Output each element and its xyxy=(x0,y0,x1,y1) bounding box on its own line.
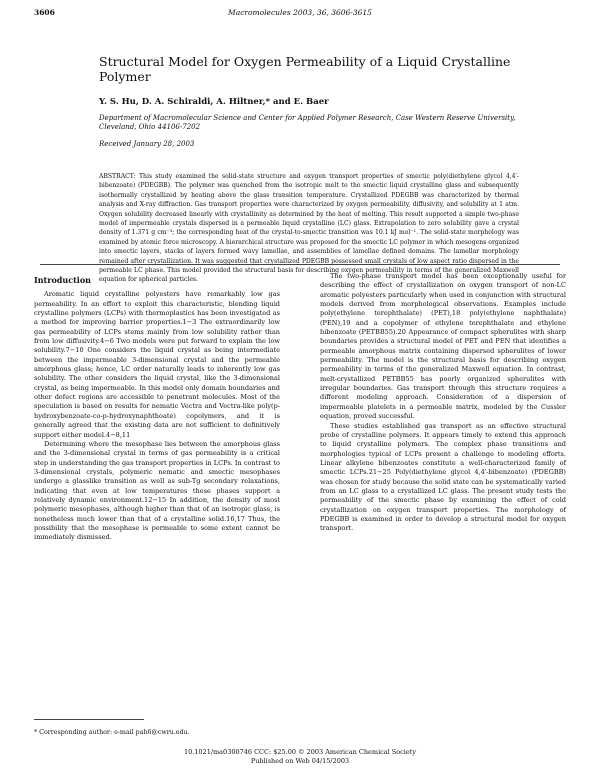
journal-reference: Macromolecules 2003, 36, 3606-3615 xyxy=(228,8,372,17)
paper-title: Structural Model for Oxygen Permeability of a Liquid Crystalline Polymer xyxy=(99,54,511,84)
section-divider xyxy=(40,264,560,265)
author-list: Y. S. Hu, D. A. Schiraldi, A. Hiltner,* and E. Baer xyxy=(99,97,329,107)
affiliation: Department of Macromolecular Science and Center for Applied Polymer Research, Case Western Reserve University, Cleveland, Ohio 44106-7202 xyxy=(99,114,516,131)
left-column xyxy=(34,272,280,543)
page-number: 3606 xyxy=(34,8,55,17)
page-footer xyxy=(0,748,600,765)
received-date: Received January 28, 2003 xyxy=(99,140,195,148)
section-heading-introduction: Introduction xyxy=(34,275,91,285)
paragraph: The two-phase transport model has been exceptionally useful for describing the effect of crystallization on oxygen transport of non-LC aromatic polyesters particularly when used in conjunction with structural models derived from morphological observations. Examples include poly(ethylene terephthalate) (PET),18 poly(ethylene naphthalate) (PEN),19 and a copolymer of ethylene terephthalate and ethylene bibenzoate (PETBB55).20 Appearance of compact spherulites with sharp boundaries provides a structural model of PET and PEN that identifies a permeable amorphous matrix containing dispersed spherulites of lower permeability. The model is the structural basis for describing oxygen permeability in terms of the generalized Maxwell equation. In contrast, melt-crystallized PETBB55 has poorly organized spherulites with irregular boundaries. Gas transport through this structure requires a different modeling approach. Consideration of a dispersion of impermeable platelets in a permeable matrix, modeled by the Cussler equation, proved successful. xyxy=(320,272,566,421)
publication-date: Published on Web 04/15/2003 xyxy=(250,756,350,765)
paragraph: Determining where the mesophase lies between the amorphous glass and the 3-dimensional crystal in terms of gas permeability is a critical step in understanding the gas transport properties in LCPs. In contrast to 3-dimensional crystals, polymeric nematic and smectic mesophases undergo a glasslike transition as well as sub-Tg secondary relaxations, indicating that even at low temperatures these phases support a relatively dynamic environment.12−15 In addition, the density of most polymeric mesophases, although higher than that of an isotropic glass, is nonetheless much lower than that of a crystalline solid.16,17 Thus, the possibility that the mesophase is permeable to some extent cannot be immediately dismissed. xyxy=(34,439,280,542)
paragraph: These studies established gas transport as an effective structural probe of crystalline polymers. It appears timely to extend this approach to liquid crystalline polymers. The complex phase transitions and morphologies typical of LCPs present a challenge to modeling efforts. Linear alkylene bibenzoates constitute a well-characterized family of smectic LCPs.21−25 Poly(diethylene glycol 4,4′-bibenzoate) (PDEGBB) was chosen for study because the solid state can be systematically varied from an LC glass to a crystallized LC glass. The present study tests the permeability of the smectic phase by examining the effect of cold crystallization on oxygen transport properties. The morphology of PDEGBB is examined in order to develop a structural model for oxygen transport. xyxy=(320,421,566,533)
footnote-divider xyxy=(34,719,144,720)
doi-line: 10.1021/ma0300746 CCC: $25.00 © 2003 American Chemical Society xyxy=(183,748,417,756)
abstract: ABSTRACT: This study examined the solid-state structure and oxygen transport properties of smectic poly(diethylene glycol 4,4′-bibenzoate) (PDEGBB). The polymer was quenched from the isotropic melt to the smectic liquid crystalline glass and subsequently isothermally crystallized by heating above the glass transition temperature. Crystallized PDEGBB was characterized by thermal analysis and X-ray diffraction. Gas transport properties were characterized by oxygen permeability, diffusivity, and solubility at 1 atm. Oxygen solubility decreased linearly with crystallinity as determined by the heat of melting. This result supported a simple two-phase model of impermeable crystals dispersed in a permeable liquid crystalline (LC) glass. Extrapolation to zero solubility gave a crystal density of 1.371 g cm⁻³; the corresponding heat of the crystal-to-smectic transition was 10.1 kJ mol⁻¹. The solid-state morphology was examined by atomic force microscopy. A hierarchical structure was proposed for the smectic LC polymer in which mesogens organized into smectic layers, stacks of layers formed wavy lamellae, and assemblies of lamellae defined domains. The lamellar morphology remained after crystallization. It was suggested that crystallized PDEGBB possessed small crystals of low aspect ratio dispersed in the permeable LC phase. This model provided the structural basis for describing oxygen permeability in terms of the generalized Maxwell equation for spherical particles. xyxy=(99,173,519,284)
corresponding-author-note: * Corresponding author: e-mail pah6@cwru.edu. xyxy=(34,729,190,736)
right-column xyxy=(320,272,566,534)
running-header xyxy=(34,8,566,20)
paragraph: Aromatic liquid crystalline polyesters have remarkably low gas permeability. In an effort to exploit this characteristic, blending liquid crystalline polymers (LCPs) with thermoplastics has been investigated as a method for improving barrier properties.1−3 The extraordinarily low gas permeability of LCPs stems mainly from low solubility rather than from low diffusivity.4−6 Two models were put forward to explain the low solubility.7−10 One considers the liquid crystal as being intermediate between the impermeable 3-dimensional crystal and the permeable amorphous glass; hence, LC order naturally leads to inherently low gas solubility. The other considers the liquid crystal, like the 3-dimensional crystal, as being impermeable. In this model only domain boundaries and other defect regions are accessible to penetrant molecules. Most of the speculation is based on results for nematic Vectra and Vectra-like poly(p-hydroxybenzoate-co-p-hydroxynaphthoate) copolymers, and it is generally agreed that the existing data are not sufficient to definitively support either model.4−8,11 xyxy=(34,290,280,439)
